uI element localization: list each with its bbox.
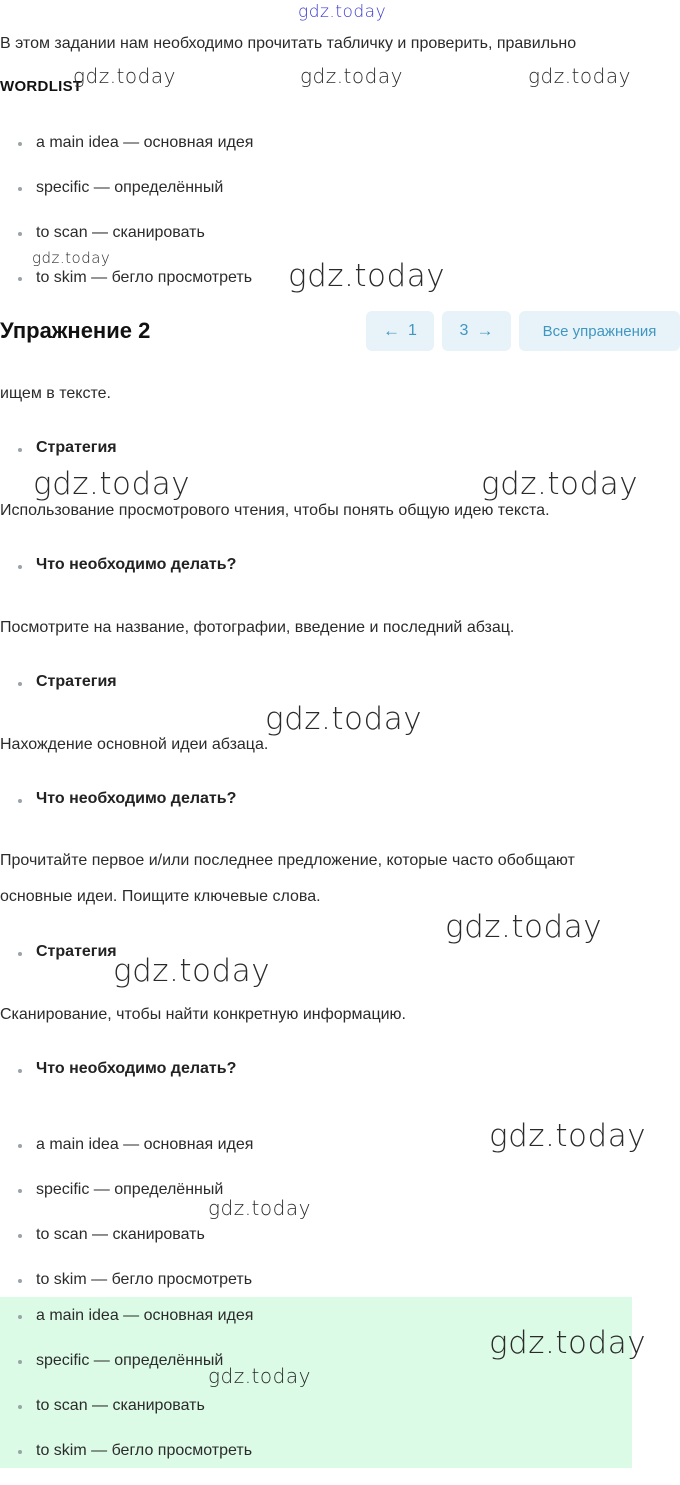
strategy-label: Стратегия [0, 943, 117, 961]
list-item: to scan — сканировать [0, 1395, 253, 1440]
list-item: to skim — бегло просмотреть [0, 1269, 253, 1314]
prev-exercise-label: 1 [408, 322, 417, 339]
strategy-text: Использование просмотрового чтения, чтобы понять общую идею текста. [0, 502, 550, 519]
watermark: gdz.today [113, 953, 271, 989]
watermark: gdz.today [32, 249, 111, 267]
todo-text: Посмотрите на название, фотографии, введение и последний абзац. [0, 619, 515, 636]
wordlist [0, 132, 253, 312]
watermark: gdz.today [489, 1118, 647, 1154]
next-exercise-button[interactable] [442, 311, 511, 351]
list-item: specific — определённый [0, 1350, 253, 1395]
wordlist-label: WORDLIST [0, 78, 83, 95]
list-item: specific — определённый [0, 1179, 253, 1224]
next-exercise-label: 3 [459, 322, 469, 339]
wordlist [0, 1134, 253, 1314]
intro-text: В этом задании нам необходимо прочитать табличку и проверить, правильно [0, 35, 577, 52]
list-item: to skim — бегло просмотреть [0, 1440, 253, 1485]
watermark: gdz.today [73, 64, 176, 88]
watermark: gdz.today [528, 64, 631, 88]
todo-label: Что необходимо делать? [0, 790, 236, 808]
list-item: a main idea — основная идея [0, 1134, 253, 1179]
watermark-top: gdz.today [298, 2, 387, 22]
arrow-left-icon: ← [383, 321, 401, 340]
watermark: gdz.today [33, 466, 191, 502]
list-item: to scan — сканировать [0, 222, 253, 267]
all-exercises-button[interactable] [519, 311, 680, 351]
list-item: specific — определённый [0, 177, 253, 222]
search-text: ищем в тексте. [0, 385, 111, 402]
todo-label: Что необходимо делать? [0, 556, 236, 574]
list-item: a main idea — основная идея [0, 132, 253, 177]
list-item: to scan — сканировать [0, 1224, 253, 1269]
todo-text-line2: основные идеи. Поищите ключевые слова. [0, 888, 321, 905]
strategy-label: Стратегия [0, 439, 117, 457]
wordlist-answer [0, 1305, 253, 1485]
prev-exercise-button[interactable] [366, 311, 434, 351]
watermark: gdz.today [445, 909, 603, 945]
todo-label: Что необходимо делать? [0, 1060, 236, 1078]
todo-text-line1: Прочитайте первое и/или последнее предложение, которые часто обобщают [0, 852, 575, 869]
page-title: Упражнение 2 [0, 318, 151, 343]
all-exercises-label: Все упражнения [542, 322, 657, 340]
strategy-text: Сканирование, чтобы найти конкретную информацию. [0, 1006, 406, 1023]
strategy-label: Стратегия [0, 673, 117, 691]
strategy-text: Нахождение основной идеи абзаца. [0, 736, 269, 753]
watermark: gdz.today [208, 1364, 311, 1388]
watermark: gdz.today [481, 466, 639, 502]
list-item: a main idea — основная идея [0, 1305, 253, 1350]
watermark: gdz.today [300, 64, 403, 88]
watermark: gdz.today [288, 258, 446, 294]
arrow-right-icon: → [476, 321, 494, 340]
watermark: gdz.today [489, 1325, 647, 1361]
watermark: gdz.today [265, 701, 423, 737]
list-item: to skim — бегло просмотреть [0, 267, 253, 312]
watermark: gdz.today [208, 1196, 311, 1220]
